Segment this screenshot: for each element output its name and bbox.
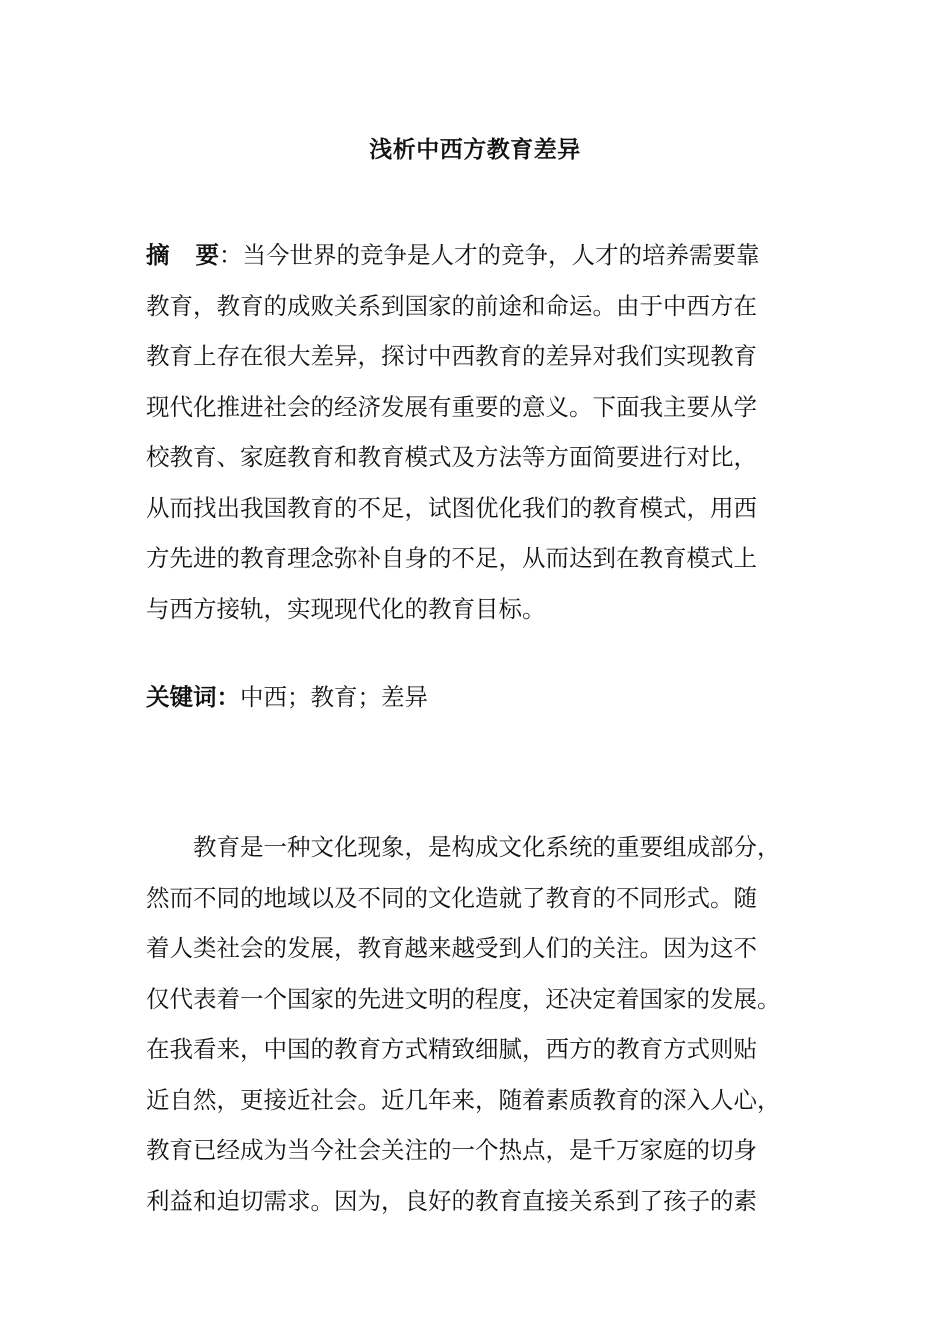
abstract-label-first: 摘 (146, 241, 196, 269)
abstract-line-4: 现代化推进社会的经济发展有重要的意义。下面我主要从学 (146, 392, 757, 421)
document-title: 浅析中西方教育差异 (369, 137, 581, 163)
body-paragraph (146, 822, 846, 1226)
body-line-5: 在我看来，中国的教育方式精致细腻，西方的教育方式则贴 (146, 1035, 757, 1063)
keywords-section (146, 677, 428, 717)
body-line-3: 着人类社会的发展，教育越来越受到人们的关注。因为这不 (146, 934, 757, 962)
abstract-text-1: 当今世界的竞争是人才的竞争，人才的培养需要靠 (242, 241, 760, 269)
abstract-line-6: 从而找出我国教育的不足，试图优化我们的教育模式，用西 (146, 493, 757, 522)
keywords-label: 关键词： (146, 683, 240, 711)
abstract-section (146, 230, 846, 634)
keywords-value: 中西；教育；差异 (240, 683, 428, 711)
abstract-label (146, 241, 219, 269)
body-line-2: 然而不同的地域以及不同的文化造就了教育的不同形式。随 (146, 883, 757, 912)
abstract-label-last: 要 (195, 241, 219, 269)
abstract-line-5: 校教育、家庭教育和教育模式及方法等方面简要进行对比， (146, 443, 757, 471)
body-line-8: 利益和迫切需求。因为，良好的教育直接关系到了孩子的素 (146, 1186, 757, 1215)
body-line-6: 近自然，更接近社会。近几年来，随着素质教育的深入人心， (146, 1085, 781, 1114)
body-line-4: 仅代表着一个国家的先进文明的程度，还决定着国家的发展。 (146, 984, 781, 1013)
abstract-line-3: 教育上存在很大差异，探讨中西教育的差异对我们实现教育 (146, 342, 757, 370)
body-line-1: 教育是一种文化现象，是构成文化系统的重要组成部分， (146, 833, 781, 861)
abstract-line-7: 方先进的教育理念弥补自身的不足，从而达到在教育模式上 (146, 544, 757, 572)
abstract-line-8: 与西方接轨，实现现代化的教育目标。 (146, 594, 546, 623)
abstract-line-1 (146, 230, 846, 281)
abstract-line-2: 教育，教育的成败关系到国家的前途和命运。由于中西方在 (146, 291, 757, 320)
abstract-colon: ： (219, 241, 243, 269)
body-line-7: 教育已经成为当今社会关注的一个热点，是千万家庭的切身 (146, 1136, 757, 1164)
